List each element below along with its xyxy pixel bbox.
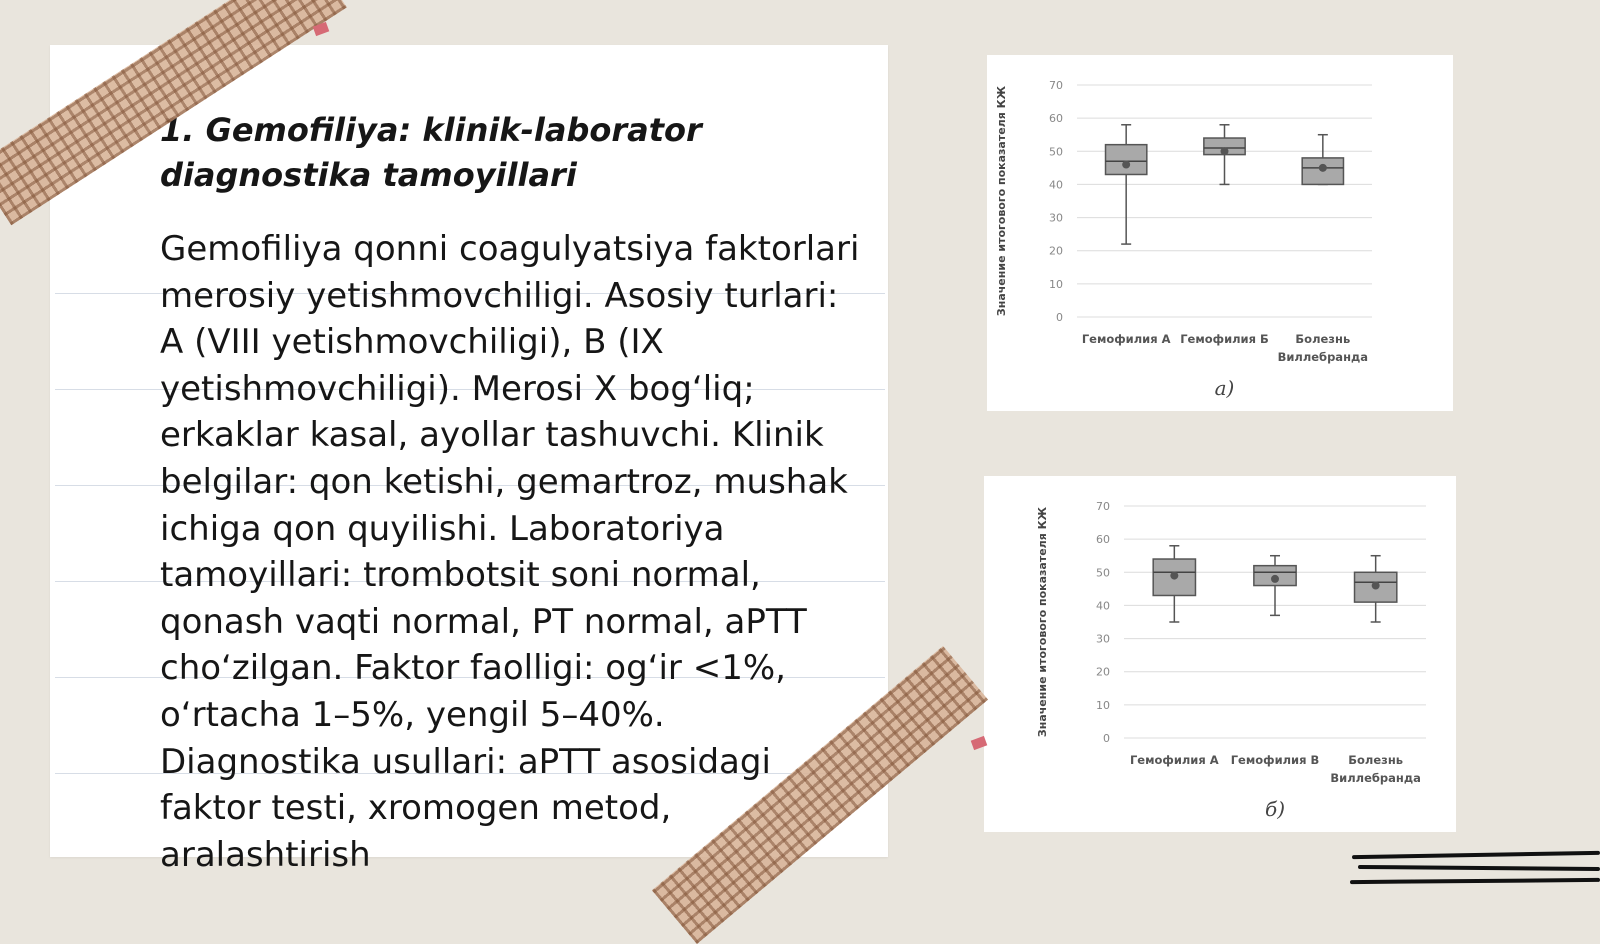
y-tick-label: 60: [1096, 533, 1110, 547]
x-tick-label: Гемофилия А: [1129, 753, 1219, 767]
box-mean-marker: [1319, 164, 1327, 172]
y-tick-label: 60: [1049, 112, 1063, 126]
y-tick-label: 70: [1096, 500, 1110, 513]
x-tick-label: Болезнь: [1348, 753, 1404, 767]
decorative-scribble: [1352, 851, 1600, 859]
x-tick-label: Гемофилия Б: [1180, 332, 1269, 346]
y-tick-label: 40: [1049, 178, 1063, 192]
y-tick-label: 0: [1056, 311, 1063, 324]
y-tick-label: 10: [1096, 698, 1110, 712]
y-tick-label: 0: [1103, 732, 1110, 745]
y-tick-label: 20: [1049, 244, 1063, 258]
x-tick-label: Виллебранда: [1330, 771, 1421, 785]
boxplot-chart-b: [984, 476, 1456, 832]
box-mean-marker: [1271, 575, 1279, 583]
decorative-scribble: [1358, 865, 1600, 871]
panel-label: а): [1214, 376, 1235, 400]
y-axis-label: Значение итогового показателя КЖ: [995, 85, 1008, 317]
y-tick-label: 20: [1096, 665, 1110, 679]
chart-card-a: [987, 55, 1453, 411]
y-tick-label: 50: [1096, 566, 1110, 580]
y-tick-label: 70: [1049, 79, 1063, 92]
box-mean-marker: [1122, 161, 1130, 169]
x-tick-label: Гемофилия В: [1230, 753, 1320, 767]
slide-title: 1. Gemofiliya: klinik-laborator diagnostika tamoyillari: [160, 111, 702, 194]
panel-label: б): [1264, 797, 1286, 821]
y-tick-label: 30: [1096, 632, 1110, 646]
box-mean-marker: [1170, 572, 1178, 580]
chart-card-b: [984, 476, 1456, 832]
y-axis-label: Значение итогового показателя КЖ: [1036, 506, 1049, 738]
y-tick-label: 10: [1049, 277, 1063, 291]
slide-body-text: Gemofiliya qonni coagulyatsiya faktorlari merosiy yetishmovchiligi. Asosiy turlari: A (VIII yetishmovchiligi), B (IX yetishmovchiligi). Merosi X bog‘liq; erkaklar kasal, ayollar tashuvchi. Klinik belgilar: qon ketishi, gemartroz, mushak ichiga qon quyilishi. Laboratoriya tamoyillari: trombotsit soni normal, qonash vaqti normal, PT normal, aPTT cho‘zilgan. Faktor faolligi: og‘ir <1%, o‘rtacha 1–5%, yengil 5–40%. Diagnostika usullari: aPTT asosidagi faktor testi, xromogen metod, aralashtirish: [160, 229, 860, 875]
box-mean-marker: [1372, 582, 1380, 590]
x-tick-label: Виллебранда: [1277, 350, 1369, 364]
x-tick-label: Гемофилия А: [1081, 332, 1171, 346]
y-tick-label: 30: [1049, 211, 1063, 225]
y-tick-label: 50: [1049, 145, 1063, 159]
x-tick-label: Болезнь: [1295, 332, 1351, 346]
box-iqr: [1106, 145, 1147, 175]
y-tick-label: 40: [1096, 599, 1110, 613]
box-mean-marker: [1221, 147, 1229, 155]
decorative-scribble: [1350, 878, 1600, 884]
boxplot-chart-a: [987, 55, 1453, 411]
